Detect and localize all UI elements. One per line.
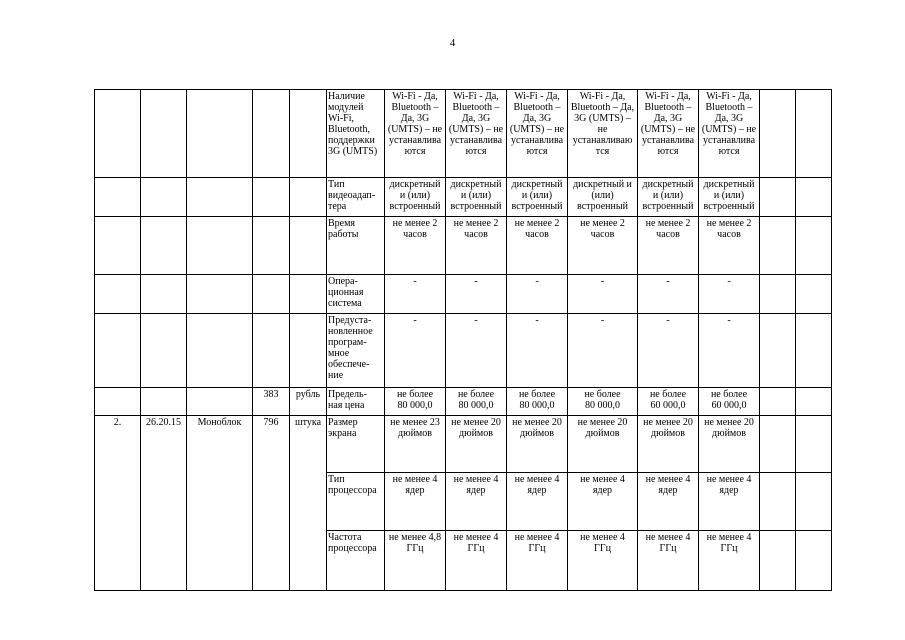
empty-cell [253,90,290,178]
characteristic-value: - [568,275,638,314]
table-row [95,178,832,217]
characteristic-value: - [568,314,638,388]
empty-cell [187,388,253,416]
characteristic-value: не менее 2 часов [507,217,568,275]
characteristic-value: Wi-Fi - Да, Bluetooth – Да, 3G (UMTS) – не устанавлива ются [385,90,446,178]
characteristic-value: не менее 20 дюймов [568,416,638,473]
characteristic-value: дискретный и (или) встроенный [446,178,507,217]
characteristic-value: не менее 20 дюймов [507,416,568,473]
unit-name: штука [290,416,327,591]
empty-cell [290,314,327,388]
characteristic-name: Тип видеоадап- тера [327,178,385,217]
characteristic-value: не более 80 000,0 [568,388,638,416]
table-row [95,388,832,416]
characteristic-value: - [446,314,507,388]
empty-cell [796,275,832,314]
empty-cell [187,217,253,275]
table-row [95,314,832,388]
characteristic-value: не более 60 000,0 [699,388,760,416]
characteristic-name: Тип процессора [327,473,385,531]
characteristic-value: не менее 20 дюймов [638,416,699,473]
empty-cell [760,388,796,416]
characteristic-name: Предель- ная цена [327,388,385,416]
unit-code: 383 [253,388,290,416]
empty-cell [290,90,327,178]
characteristic-value: не менее 23 дюймов [385,416,446,473]
characteristic-value: не менее 2 часов [638,217,699,275]
characteristic-value: не менее 20 дюймов [699,416,760,473]
empty-cell [796,90,832,178]
characteristic-value: - [385,314,446,388]
characteristic-value: - [638,314,699,388]
empty-cell [187,314,253,388]
characteristic-value: не менее 4 ГГц [699,531,760,591]
characteristic-value: не менее 4 ядер [446,473,507,531]
empty-cell [290,217,327,275]
empty-cell [141,275,187,314]
characteristic-name: Частота процессора [327,531,385,591]
empty-cell [187,178,253,217]
characteristic-value: не более 60 000,0 [638,388,699,416]
empty-cell [760,275,796,314]
unit-name: рубль [290,388,327,416]
table-row [95,217,832,275]
empty-cell [95,388,141,416]
item-number: 2. [95,416,141,591]
characteristic-value: не менее 4 ядер [385,473,446,531]
empty-cell [95,217,141,275]
empty-cell [141,217,187,275]
empty-cell [796,178,832,217]
characteristic-value: - [385,275,446,314]
characteristic-value: - [699,314,760,388]
empty-cell [796,314,832,388]
empty-cell [253,314,290,388]
characteristic-value: не менее 4 ГГц [507,531,568,591]
empty-cell [95,178,141,217]
characteristic-value: не менее 4 ядер [568,473,638,531]
characteristic-value: не более 80 000,0 [507,388,568,416]
characteristic-value: Wi-Fi - Да, Bluetooth – Да, 3G (UMTS) – не устанавлива ются [446,90,507,178]
characteristic-value: Wi-Fi - Да, Bluetooth – Да, 3G (UMTS) – не устанавлива ются [638,90,699,178]
characteristic-name: Наличие модулей Wi-Fi, Bluetooth, поддержки 3G (UMTS) [327,90,385,178]
characteristic-value: не менее 2 часов [446,217,507,275]
characteristic-value: не менее 4 ГГц [638,531,699,591]
characteristic-value: не менее 2 часов [568,217,638,275]
table-row [95,275,832,314]
characteristic-value: дискретный и (или) встроенный [568,178,638,217]
empty-cell [796,388,832,416]
empty-cell [760,217,796,275]
empty-cell [95,314,141,388]
empty-cell [141,178,187,217]
characteristic-value: не менее 2 часов [385,217,446,275]
characteristic-value: не более 80 000,0 [446,388,507,416]
item-name: Моноблок [187,416,253,591]
characteristic-value: не более 80 000,0 [385,388,446,416]
characteristic-name: Размер экрана [327,416,385,473]
empty-cell [141,388,187,416]
characteristic-value: не менее 4,8 ГГц [385,531,446,591]
item-code: 26.20.15 [141,416,187,591]
empty-cell [796,416,832,473]
table-row [95,90,832,178]
empty-cell [253,275,290,314]
characteristic-value: не менее 4 ГГц [568,531,638,591]
characteristic-name: Предуста- новленное програм- мное обеспече- ние [327,314,385,388]
characteristic-value: не менее 2 часов [699,217,760,275]
characteristic-value: дискретный и (или) встроенный [385,178,446,217]
empty-cell [760,416,796,473]
empty-cell [95,275,141,314]
characteristic-value: не менее 4 ядер [638,473,699,531]
empty-cell [760,314,796,388]
characteristic-value: не менее 4 ядер [507,473,568,531]
empty-cell [187,275,253,314]
empty-cell [796,473,832,531]
characteristic-value: - [507,275,568,314]
empty-cell [290,178,327,217]
characteristic-value: не менее 4 ядер [699,473,760,531]
characteristic-value: - [507,314,568,388]
characteristic-value: Wi-Fi - Да, Bluetooth – Да, 3G (UMTS) – не устанавлива ются [699,90,760,178]
characteristic-value: - [699,275,760,314]
characteristic-value: не менее 20 дюймов [446,416,507,473]
unit-code: 796 [253,416,290,591]
empty-cell [760,473,796,531]
page-number: 4 [449,37,456,49]
empty-cell [141,314,187,388]
empty-cell [253,217,290,275]
characteristic-value: Wi-Fi - Да, Bluetooth – Да, 3G (UMTS) – не устанавлива ются [507,90,568,178]
characteristic-value: дискретный и (или) встроенный [638,178,699,217]
characteristic-value: дискретный и (или) встроенный [699,178,760,217]
characteristic-value: Wi-Fi - Да, Bluetooth – Да, 3G (UMTS) – не устанавливаю тся [568,90,638,178]
table-row [95,416,832,473]
characteristic-value: - [446,275,507,314]
characteristic-value: - [638,275,699,314]
specification-table [94,89,832,591]
empty-cell [760,178,796,217]
empty-cell [760,90,796,178]
characteristic-name: Время работы [327,217,385,275]
empty-cell [187,90,253,178]
empty-cell [796,531,832,591]
empty-cell [796,217,832,275]
empty-cell [760,531,796,591]
characteristic-value: не менее 4 ГГц [446,531,507,591]
characteristic-value: дискретный и (или) встроенный [507,178,568,217]
characteristic-name: Опера- ционная система [327,275,385,314]
empty-cell [95,90,141,178]
empty-cell [290,275,327,314]
empty-cell [141,90,187,178]
empty-cell [253,178,290,217]
